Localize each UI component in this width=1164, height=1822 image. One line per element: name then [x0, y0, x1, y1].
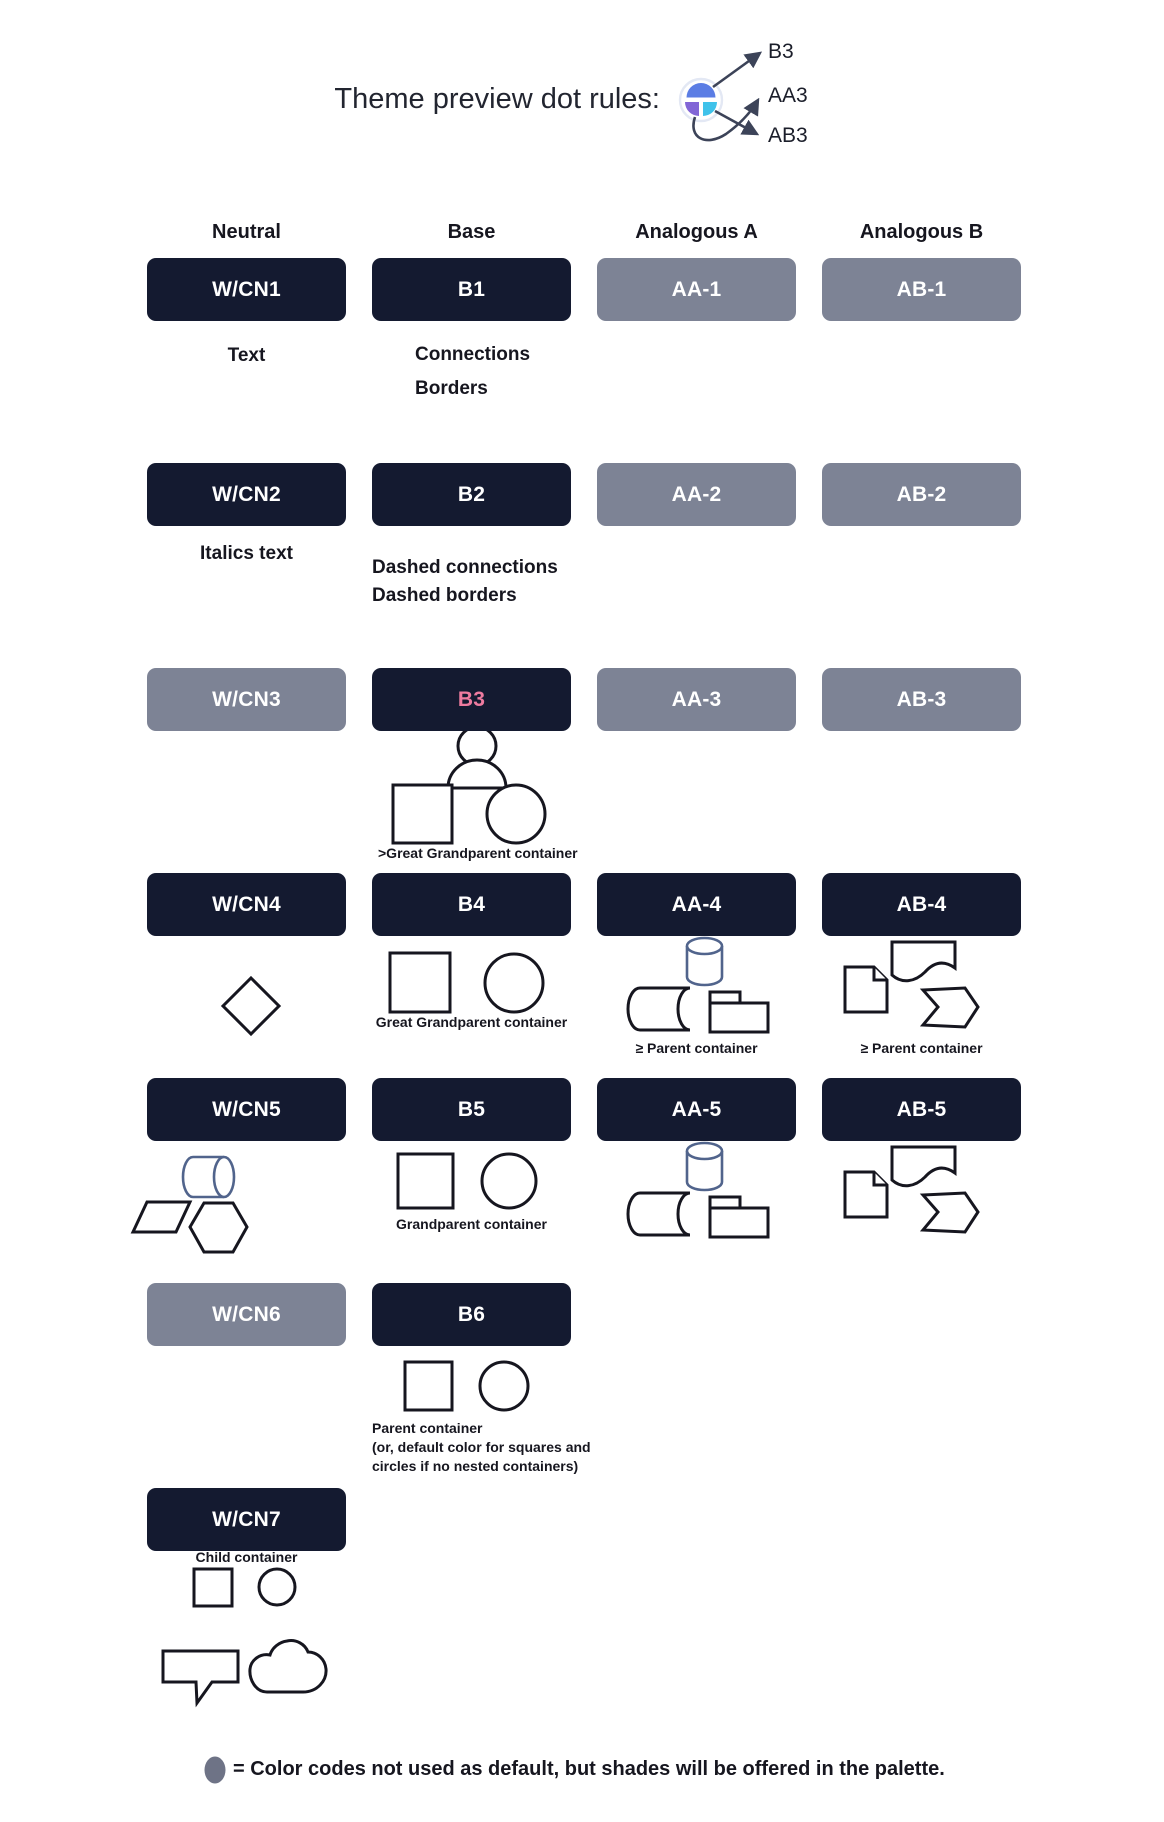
- swatch-aa1: AA-1: [597, 258, 796, 321]
- legend-text: = Color codes not used as default, but shades will be offered in the palette.: [233, 1758, 945, 1780]
- swatch-wcn6: W/CN6: [147, 1283, 346, 1346]
- wcn5-hexagon-icon: [190, 1203, 247, 1252]
- column-header-analogous-b: Analogous B: [859, 221, 984, 243]
- aa5-shapes: [628, 1143, 768, 1237]
- wcn4-diamond-icon: [223, 978, 279, 1034]
- label-child-container: Child container: [195, 1549, 298, 1565]
- aa5-folder-icon: [710, 1208, 768, 1237]
- swatch-aa4: AA-4: [597, 873, 796, 936]
- ab5-shapes: [845, 1147, 978, 1232]
- ab4-note-fold-icon: [874, 967, 887, 980]
- annotation-borders: Borders: [415, 378, 488, 399]
- aa5-folder-tab-icon: [710, 1197, 740, 1208]
- swatch-b5: B5: [372, 1078, 571, 1141]
- swatch-b4: B4: [372, 873, 571, 936]
- column-header-base: Base: [447, 221, 496, 243]
- annotation-text: Text: [227, 345, 266, 366]
- annotation-italics-text: Italics text: [200, 543, 293, 564]
- legend-dot-icon: [205, 1757, 226, 1784]
- wcn5-cylinder-cap-icon: [214, 1157, 234, 1197]
- annotation-dashed-connections: Dashed connections: [372, 557, 558, 578]
- swatch-ab5: AB-5: [822, 1078, 1021, 1141]
- swatch-wcn7: W/CN7: [147, 1488, 346, 1551]
- ab4-chevron-icon: [923, 988, 978, 1027]
- b4-square-icon: [390, 953, 450, 1012]
- aa5-stored-data-icon: [628, 1193, 690, 1235]
- swatch-b1: B1: [372, 258, 571, 321]
- cloud-icon: [250, 1641, 326, 1692]
- label-parent-container-aa4: ≥ Parent container: [635, 1040, 758, 1056]
- swatch-wcn5: W/CN5: [147, 1078, 346, 1141]
- speech-bubble-icon: [163, 1651, 238, 1703]
- b3-circle-icon: [487, 785, 545, 843]
- swatch-aa3: AA-3: [597, 668, 796, 731]
- b6-circle-icon: [480, 1362, 528, 1410]
- swatch-ab2: AB-2: [822, 463, 1021, 526]
- label-parent-container-ab4: ≥ Parent container: [860, 1040, 983, 1056]
- swatch-b2: B2: [372, 463, 571, 526]
- wcn7-square-icon: [194, 1569, 232, 1606]
- aa4-stored-data-icon: [628, 988, 690, 1030]
- swatch-wcn4: W/CN4: [147, 873, 346, 936]
- ab4-shapes: [845, 942, 978, 1027]
- wcn7-circle-icon: [259, 1569, 295, 1605]
- label-parent-container-b6-line3: circles if no nested containers): [372, 1458, 579, 1474]
- swatch-aa5: AA-5: [597, 1078, 796, 1141]
- swatch-ab3: AB-3: [822, 668, 1021, 731]
- dot-label-ab3: AB3: [768, 124, 808, 147]
- person-shoulders-icon: [448, 760, 506, 788]
- arrow-to-ab3: [715, 111, 757, 134]
- column-header-analogous-a: Analogous A: [635, 221, 758, 243]
- wcn7-shapes: [163, 1569, 326, 1703]
- swatch-wcn1: W/CN1: [147, 258, 346, 321]
- aa5-cylinder-top-icon: [687, 1143, 722, 1159]
- label-parent-container-b6-line2: (or, default color for squares and: [372, 1439, 591, 1455]
- b6-square-icon: [405, 1362, 452, 1410]
- wcn5-shapes: [133, 1157, 247, 1252]
- swatch-b3: B3: [372, 668, 571, 731]
- aa4-folder-tab-icon: [710, 992, 740, 1003]
- swatch-ab4: AB-4: [822, 873, 1021, 936]
- annotation-dashed-borders: Dashed borders: [372, 585, 517, 606]
- wcn5-parallelogram-icon: [133, 1202, 190, 1232]
- dot-label-aa3: AA3: [768, 84, 808, 107]
- column-header-neutral: Neutral: [212, 221, 281, 243]
- ab4-wavy-document-icon: [892, 942, 955, 981]
- b5-circle-icon: [482, 1154, 536, 1208]
- ab5-chevron-icon: [923, 1193, 978, 1232]
- aa4-folder-icon: [710, 1003, 768, 1032]
- dot-label-b3: B3: [768, 40, 794, 63]
- b3-shapes: [393, 727, 545, 843]
- swatch-aa2: AA-2: [597, 463, 796, 526]
- b5-square-icon: [398, 1154, 453, 1208]
- page-title: Theme preview dot rules:: [334, 83, 660, 115]
- aa4-shapes: [628, 938, 768, 1032]
- aa4-cylinder-top-icon: [687, 938, 722, 954]
- b4-circle-icon: [485, 954, 543, 1012]
- swatch-wcn3: W/CN3: [147, 668, 346, 731]
- b3-square-icon: [393, 785, 452, 843]
- annotation-connections: Connections: [415, 344, 531, 365]
- label-great-grandparent-container-b4: Great Grandparent container: [375, 1014, 568, 1030]
- label-great-grandparent-container-b3: >Great Grandparent container: [378, 845, 578, 861]
- swatch-wcn2: W/CN2: [147, 463, 346, 526]
- ab5-wavy-document-icon: [892, 1147, 955, 1186]
- swatch-b6: B6: [372, 1283, 571, 1346]
- label-grandparent-container-b5: Grandparent container: [396, 1216, 547, 1232]
- label-parent-container-b6-line1: Parent container: [372, 1420, 483, 1436]
- swatch-ab1: AB-1: [822, 258, 1021, 321]
- arrow-to-b3: [713, 53, 760, 87]
